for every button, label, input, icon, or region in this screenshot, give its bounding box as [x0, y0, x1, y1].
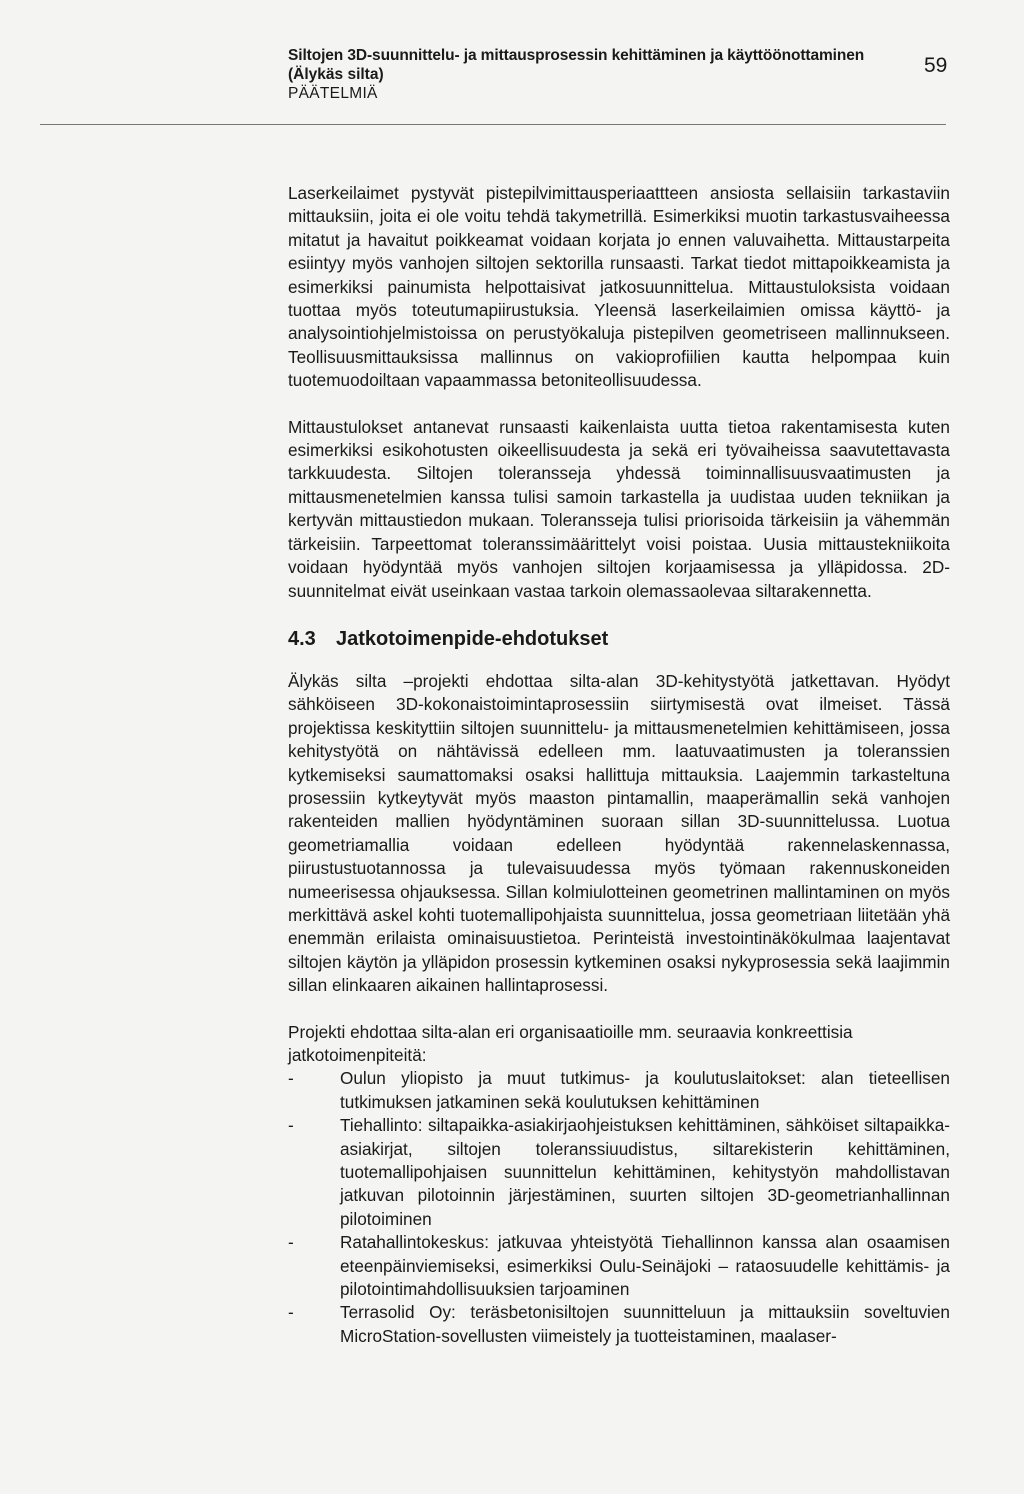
- paragraph-mittaustulokset: Mittaustulokset antanevat runsaasti kaikenlaista uutta tietoa rakentamisesta kuten esimerkiksi esikohotusten oikeellisuudesta ja sekä eri työvaiheissa saavutettavasta tarkkuudesta. Siltojen toleransseja yhdessä toiminnallisuusvaatimusten ja mittausmenetelmien kanssa tulisi samoin tarkastella ja uudistaa uuden tekniikan ja kertyvän mittaustiedon mukaan. Toleransseja tulisi priorisoida tärkeisiin ja vähemmän tärkeisiin. Tarpeettomat toleranssimäärittelyt voisi poistaa. Uusia mittaustekniikoita voidaan hyödyntää myös vanhojen siltojen korjaamisessa ja ylläpidossa. 2D-suunnitelmat eivät useinkaan vastaa tarkoin olemassaolevaa siltarakennetta.: [288, 416, 950, 601]
- paragraph-projekti-ehdottaa: Projekti ehdottaa silta-alan eri organisaatioille mm. seuraavia konkreettisia jatkotoimenpiteitä:: [288, 1021, 853, 1065]
- running-header: [288, 46, 948, 103]
- paragraph-laserkeilaimet: Laserkeilaimet pystyvät pistepilvimittausperiaattteen ansiosta sellaisiin tarkastaviin mittauksiin, joita ei ole voitu tehdä takymetrillä. Esimerkiksi muotin tarkastusvaiheessa mitatut ja havaitut poikkeamat voidaan korjata jo ennen valuvaihetta. Mittaustarpeita esiintyy myös vanhojen siltojen sektorilla runsaasti. Tarkat tiedot mittapoikkeamista ja esimerkiksi painumista helpottaisivat jatkosuunnittelua. Mittaustuloksista voidaan tuottaa myös toteutumapiirustuksia. Yleensä laserkeilaimien omissa käyttö- ja analysointiohjelmistoissa on perustyökaluja pistepilven geometriseen mallinnukseen. Teollisuusmittauksissa mallinnus on vakioprofiilien kautta helpompaa kuin tuotemuodoiltaan vapaammassa betoniteollisuudessa.: [288, 183, 950, 391]
- list-item: [288, 1067, 950, 1114]
- header-subtitle: (Älykäs silta): [288, 66, 384, 83]
- section-heading: [288, 626, 950, 652]
- list-item-text: Terrasolid Oy: teräsbetonisiltojen suunnitteluun ja mittauksiin soveltuvien MicroStation-sovellusten viimeistely ja tuotteistaminen, maalaser-: [340, 1302, 950, 1346]
- page-number: 59: [924, 54, 948, 77]
- list-dash: -: [288, 1115, 294, 1136]
- header-title: Siltojen 3D-suunnittelu- ja mittausprosessin kehittäminen ja käyttöönottaminen: [288, 47, 865, 64]
- list-item: [288, 1301, 950, 1348]
- section-number: 4.3: [288, 627, 316, 650]
- section-title: Jatkotoimenpide-ehdotukset: [336, 627, 609, 650]
- list-item-text: Ratahallintokeskus: jatkuvaa yhteistyötä Tiehallinnon kanssa alan osaamisen eteenpäinviemiseksi, esimerkiksi Oulu-Seinäjoki – rataosuudelle kehittämis- ja pilotointimahdollisuuksien tarjoaminen: [340, 1232, 950, 1300]
- paragraph-alykas-silta: Älykäs silta –projekti ehdottaa silta-alan 3D-kehitystyötä jatkettavan. Hyödyt sähköiseen 3D-kokonaistoimintaprosessiin siirtymisestä ovat ilmeiset. Tässä projektissa keskityttiin siltojen suunnittelu- ja mittausmenetelmien kehittämiseen, jossa kehitystyötä on nähtävissä edelleen mm. laatuvaatimusten ja toleranssien kytkemiseksi saumattomaksi osaksi hallittuja mittauksia. Laajemmin tarkasteltuna prosessiin kytkeytyvät myös maaston pintamallin, maaperämallin sekä vanhojen rakenteiden mallien hyödyntäminen suoraan sillan 3D-suunnittelussa. Luotua geometriamallia voidaan edelleen hyödyntää rakennelaskennassa, piirustustuotannossa ja tulevaisuudessa myös työmaan rakennuskoneiden numeerisessa ohjauksessa. Sillan kolmiulotteinen geometrinen mallintaminen on myös merkittävä askel kohti tuotemallipohjaista suunnittelua, jossa geometriaan liitetään yhä enemmän erilaista ominaisuustietoa. Perinteistä investointinäkökulmaa laajentavat siltojen käytön ja ylläpidon prosessin kytkeminen osaksi nykyprosessia sekä laajimmin sillan elinkaaren aikainen hallintaprosessi.: [288, 670, 950, 996]
- proposal-list: [288, 1067, 950, 1348]
- list-item: [288, 1114, 950, 1231]
- list-dash: -: [288, 1068, 294, 1089]
- header-chapter: PÄÄTELMIÄ: [288, 85, 378, 102]
- list-item-text: Tiehallinto: siltapaikka-asiakirjaohjeistuksen kehittäminen, sähköiset siltapaikka-asiakirjat, siltojen toleranssiuudistus, siltarekisterin kehittäminen, tuotemallipohjaisen suunnittelun kehittäminen, kehitystyön mahdollistavan jatkuvan pilotoinnin järjestäminen, suurten siltojen 3D-geometrianhallinnan pilotoiminen: [340, 1115, 950, 1229]
- list-item-text: Oulun yliopisto ja muut tutkimus- ja koulutuslaitokset: alan tieteellisen tutkimuksen jatkaminen sekä koulutuksen kehittäminen: [340, 1068, 950, 1112]
- list-dash: -: [288, 1232, 294, 1253]
- list-dash: -: [288, 1302, 294, 1323]
- header-divider: [40, 124, 946, 125]
- list-item: [288, 1231, 950, 1301]
- body-text: [288, 182, 950, 1348]
